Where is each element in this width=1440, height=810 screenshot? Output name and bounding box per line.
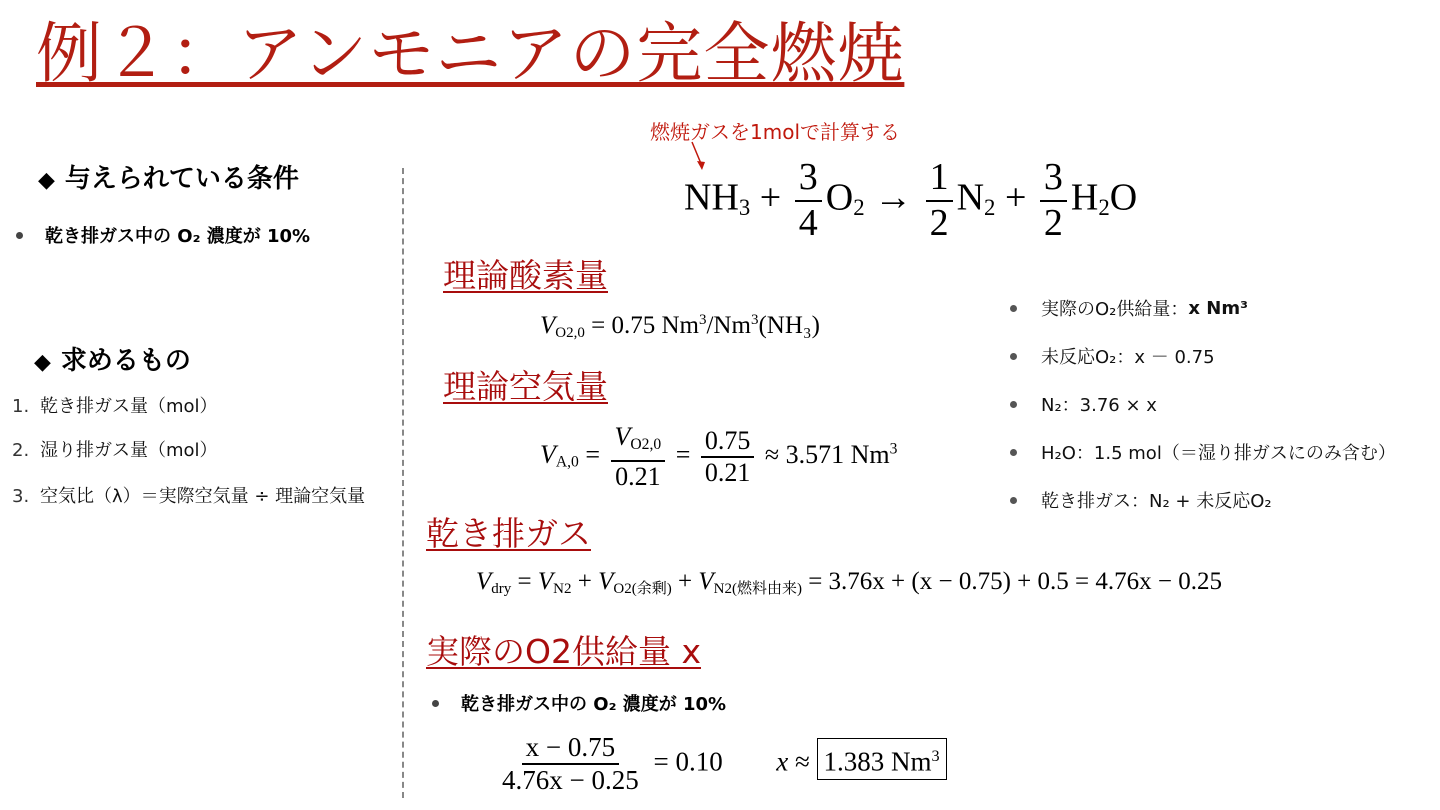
- product-h2o: H: [1070, 176, 1099, 219]
- frac-num: [611, 422, 666, 462]
- reaction-equation: [684, 156, 1137, 245]
- superscript: 3: [889, 440, 898, 458]
- page-title: 例２：アンモニアの完全燃焼: [36, 15, 905, 92]
- frac-num: x − 0.75: [522, 732, 619, 765]
- equation-dry-gas: [476, 568, 1222, 598]
- plus-sign: +: [577, 568, 592, 595]
- reactant-nh3: NH: [684, 176, 739, 219]
- equation-final: [494, 732, 947, 796]
- eq-value: = 0.10: [653, 746, 723, 777]
- eq-rhs: = 3.76x + (x − 0.75) + 0.5 = 4.76x − 0.25: [808, 568, 1222, 595]
- annotation-note: 燃焼ガスを1molで計算する: [650, 120, 900, 144]
- var-v: V: [476, 568, 492, 595]
- subscript: O2,0: [630, 435, 662, 453]
- right-bullet-list: [1010, 284, 1396, 524]
- list-item-text: 実際のO₂供給量：: [1041, 299, 1189, 320]
- equation-theoretical-oxygen: [540, 312, 820, 342]
- subscript: O2(余剰): [613, 580, 672, 597]
- product-n2: N: [956, 176, 985, 219]
- var-v: V: [698, 568, 714, 595]
- list-item: [1010, 380, 1396, 428]
- equation-theoretical-air: [540, 422, 897, 492]
- condition-item: [432, 690, 726, 716]
- eq-mid: /Nm: [706, 312, 751, 339]
- find-item-text: 乾き排ガス量（mol）: [40, 396, 218, 417]
- given-item-text: 乾き排ガス中の O₂ 濃度が 10%: [45, 226, 311, 247]
- var-x: x: [776, 746, 789, 777]
- eq-rhs: = 0.75 Nm: [591, 312, 699, 339]
- list-item: [1010, 476, 1396, 524]
- subscript: O2,0: [555, 324, 585, 341]
- bullet-icon: [1010, 353, 1017, 360]
- equals-sign: =: [675, 439, 691, 469]
- superscript: 3: [931, 746, 940, 765]
- plus-sign: +: [759, 176, 782, 219]
- var-v: V: [614, 422, 631, 451]
- bullet-icon: [432, 700, 439, 707]
- list-item-text: N₂：3.76 × x: [1041, 395, 1157, 416]
- diamond-icon: ◆: [34, 350, 51, 375]
- product-h2o-o: O: [1109, 176, 1138, 219]
- equals-sign: =: [517, 568, 532, 595]
- find-item-number: 2.: [12, 440, 30, 461]
- find-item-1: [12, 392, 218, 418]
- var-v: V: [540, 312, 556, 339]
- plus-sign: +: [1004, 176, 1027, 219]
- find-item-3: [12, 482, 365, 508]
- list-item: [1010, 284, 1396, 332]
- frac-den: 0.21: [615, 461, 661, 491]
- bullet-icon: [16, 232, 23, 239]
- section-dry-gas: 乾き排ガス: [426, 514, 591, 553]
- subscript: N2: [553, 580, 572, 597]
- find-heading-label: 求めるもの: [60, 346, 191, 376]
- bullet-icon: [1010, 497, 1017, 504]
- condition-text: 乾き排ガス中の O₂ 濃度が 10%: [461, 694, 727, 715]
- list-item-text: H₂O：1.5 mol（＝湿り排ガスにのみ含む）: [1041, 443, 1396, 464]
- var-v: V: [540, 439, 556, 469]
- given-item: [16, 222, 310, 248]
- var-v: V: [598, 568, 614, 595]
- list-item-bold: x Nm³: [1188, 297, 1248, 319]
- find-heading: [34, 340, 191, 377]
- var-v: V: [537, 568, 554, 595]
- column-divider: [402, 168, 404, 798]
- answer-value: 1.383 Nm: [823, 746, 932, 777]
- subscript: 3: [738, 195, 751, 221]
- fraction: [498, 732, 643, 796]
- find-item-text: 湿り排ガス量（mol）: [40, 440, 218, 461]
- eq-tail: (NH₃): [758, 312, 820, 339]
- subscript: N2(燃料由来): [713, 580, 802, 597]
- frac-num: 0.75: [701, 426, 755, 458]
- given-heading-label: 与えられている条件: [64, 164, 299, 194]
- list-item-text: 未反応O₂：x － 0.75: [1041, 347, 1215, 368]
- bullet-icon: [1010, 401, 1017, 408]
- coefficient-fraction: [1040, 156, 1067, 245]
- reactant-o2: O: [825, 176, 854, 219]
- fraction: [701, 426, 755, 488]
- frac-den: 2: [929, 201, 949, 244]
- find-item-text: 空気比（λ）＝実際空気量 ÷ 理論空気量: [40, 486, 366, 507]
- frac-num: 3: [795, 156, 822, 202]
- equals-sign: =: [585, 439, 601, 469]
- frac-den: 4.76x − 0.25: [502, 765, 639, 796]
- frac-num: 3: [1040, 156, 1067, 202]
- coefficient-fraction: [795, 156, 822, 245]
- find-item-number: 1.: [12, 396, 30, 417]
- given-heading: [38, 158, 299, 195]
- frac-den: 4: [798, 201, 818, 244]
- find-item-number: 3.: [12, 486, 30, 507]
- frac-den: 0.21: [704, 457, 751, 487]
- bullet-icon: [1010, 305, 1017, 312]
- subscript: 2: [984, 195, 996, 221]
- subscript: A,0: [555, 453, 579, 471]
- coefficient-fraction: [926, 156, 953, 245]
- subscript: 2: [853, 195, 865, 221]
- section-theoretical-oxygen: 理論酸素量: [443, 256, 608, 295]
- superscript: 3: [698, 312, 707, 328]
- diamond-icon: ◆: [38, 168, 55, 193]
- list-item: [1010, 332, 1396, 380]
- list-item: [1010, 428, 1396, 476]
- approx-sign: ≈: [794, 746, 810, 777]
- reaction-arrow: →: [874, 176, 913, 219]
- frac-den: 2: [1043, 201, 1063, 244]
- superscript: 3: [750, 312, 759, 328]
- section-theoretical-air: 理論空気量: [443, 367, 608, 406]
- section-actual-o2: 実際のO2供給量 x: [426, 632, 701, 671]
- approx-value: ≈ 3.571 Nm: [764, 439, 890, 469]
- list-item-text: 乾き排ガス：N₂ + 未反応O₂: [1041, 491, 1272, 512]
- answer-box: [817, 738, 947, 781]
- plus-sign: +: [677, 568, 693, 595]
- frac-num: 1: [926, 156, 953, 202]
- subscript: 2: [1098, 195, 1110, 221]
- bullet-icon: [1010, 449, 1017, 456]
- fraction: [611, 422, 666, 492]
- subscript: dry: [491, 580, 512, 597]
- find-item-2: [12, 436, 218, 462]
